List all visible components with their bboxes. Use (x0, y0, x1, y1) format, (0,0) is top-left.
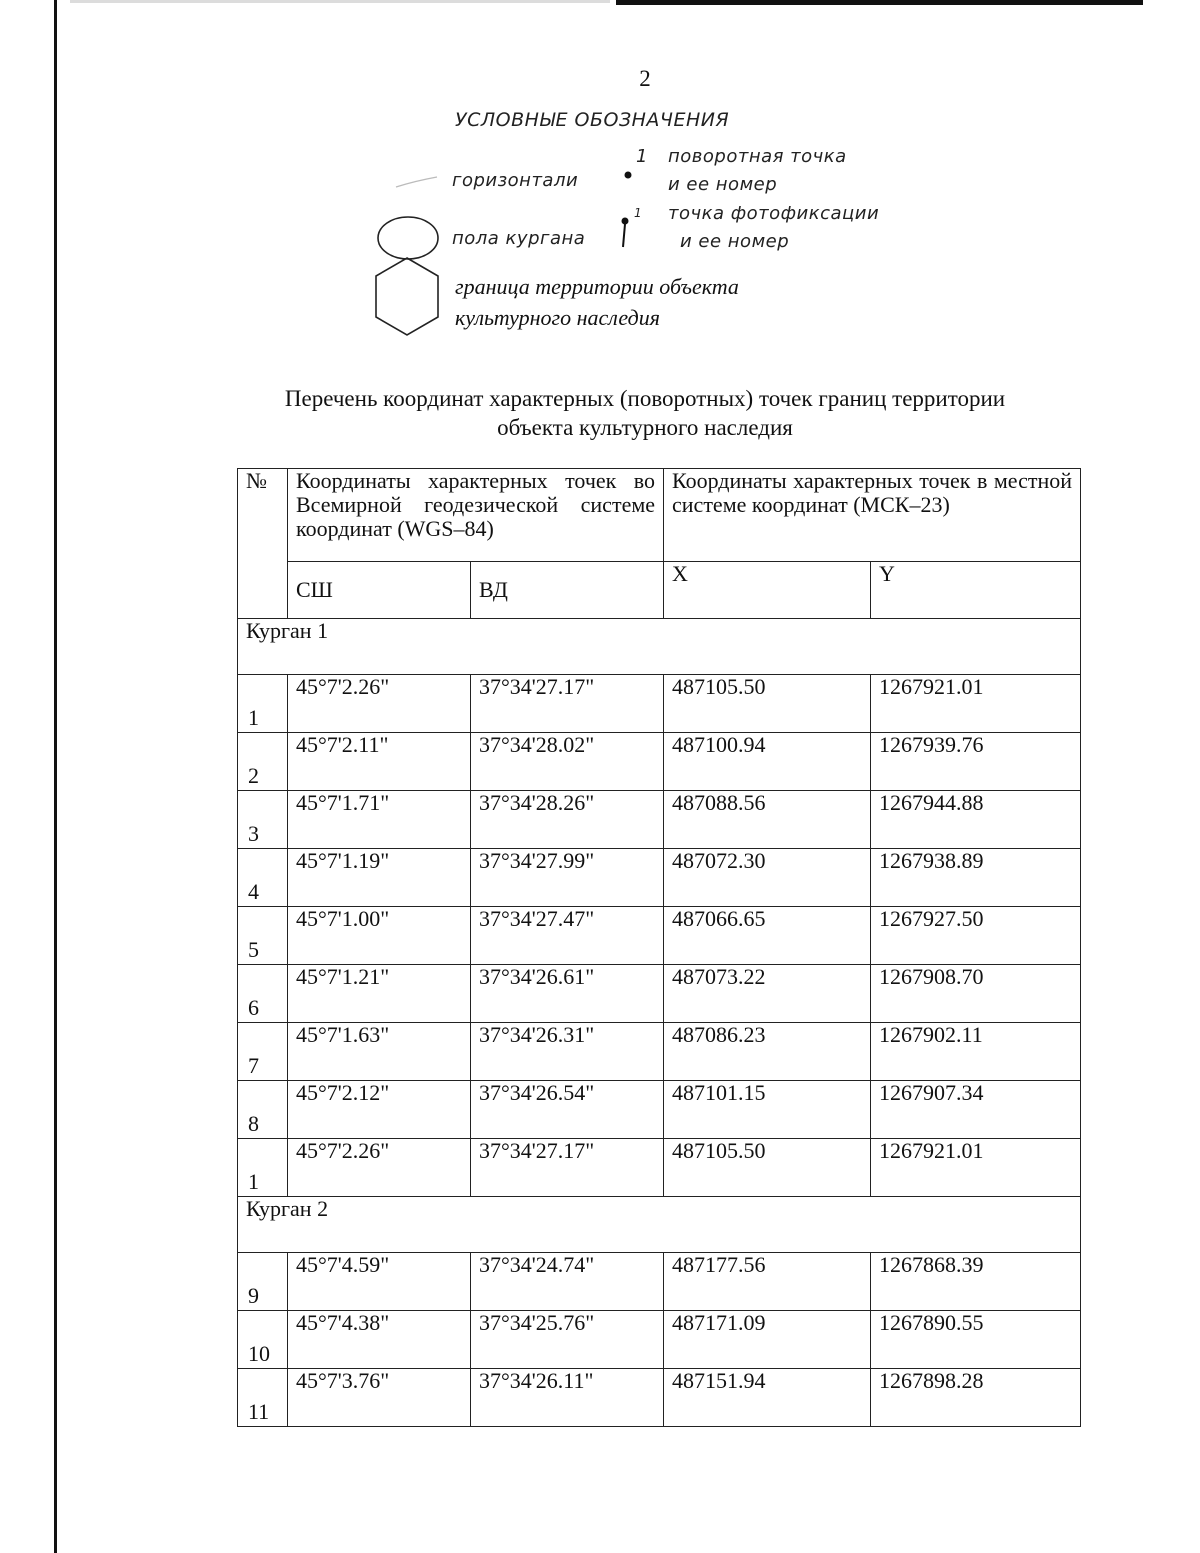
photo-point-dot-symbol (622, 218, 629, 225)
table-row (238, 733, 1081, 791)
table-row (238, 791, 1081, 849)
cell-longitude: 37°34'27.99" (471, 849, 664, 907)
cell-longitude: 37°34'27.47" (471, 907, 664, 965)
coordinates-table (237, 468, 1081, 1427)
page-number: 2 (639, 66, 651, 91)
legend-graphics (0, 0, 1200, 400)
photo-point-arrow-symbol (623, 224, 625, 247)
legend-photo-point-label-1: точка фотофиксации (668, 203, 880, 224)
cell-y: 1267921.01 (871, 675, 1081, 733)
cell-y: 1267927.50 (871, 907, 1081, 965)
cell-y: 1267908.70 (871, 965, 1081, 1023)
document-title-line-1: Перечень координат характерных (поворотных) точек границ территории (284, 386, 1006, 411)
boundary-hexagon-symbol (376, 258, 438, 335)
cell-longitude: 37°34'26.54" (471, 1081, 664, 1139)
table-row (238, 1311, 1081, 1369)
cell-number: 6 (238, 965, 288, 1023)
table-row (238, 1081, 1081, 1139)
cell-y: 1267939.76 (871, 733, 1081, 791)
cell-latitude: 45°7'1.00" (288, 907, 471, 965)
contour-line-symbol (396, 177, 437, 187)
cell-latitude: 45°7'4.59" (288, 1253, 471, 1311)
cell-y: 1267907.34 (871, 1081, 1081, 1139)
table-row (238, 965, 1081, 1023)
header-y: Y (871, 562, 1081, 619)
cell-y: 1267890.55 (871, 1311, 1081, 1369)
section-label: Курган 2 (238, 1197, 1081, 1253)
table-row (238, 675, 1081, 733)
cell-latitude: 45°7'1.19" (288, 849, 471, 907)
cell-longitude: 37°34'28.26" (471, 791, 664, 849)
cell-number: 1 (238, 1139, 288, 1197)
document-title (200, 384, 1090, 442)
cell-longitude: 37°34'28.02" (471, 733, 664, 791)
cell-x: 487086.23 (664, 1023, 871, 1081)
legend-mound-label: пола кургана (452, 228, 586, 249)
cell-x: 487088.56 (664, 791, 871, 849)
legend-boundary-label-2: культурного наследия (455, 305, 660, 330)
cell-x: 487177.56 (664, 1253, 871, 1311)
cell-y: 1267898.28 (871, 1369, 1081, 1427)
cell-x: 487072.30 (664, 849, 871, 907)
cell-longitude: 37°34'26.31" (471, 1023, 664, 1081)
cell-number: 8 (238, 1081, 288, 1139)
cell-x: 487105.50 (664, 675, 871, 733)
cell-latitude: 45°7'2.11" (288, 733, 471, 791)
header-wgs84: Координаты характерных точек во Всемирной геодезической системе координат (WGS–84) (288, 469, 664, 562)
cell-longitude: 37°34'26.11" (471, 1369, 664, 1427)
turn-point-dot-symbol (625, 172, 632, 179)
cell-y: 1267944.88 (871, 791, 1081, 849)
legend-title: УСЛОВНЫЕ ОБОЗНАЧЕНИЯ (455, 109, 730, 131)
table-header-row (238, 469, 1081, 562)
cell-latitude: 45°7'1.71" (288, 791, 471, 849)
document-title-line-2: объекта культурного наследия (497, 415, 793, 440)
cell-y: 1267902.11 (871, 1023, 1081, 1081)
cell-x: 487171.09 (664, 1311, 871, 1369)
legend-boundary-label-1: граница территории объекта (455, 274, 739, 299)
table-subheader-row (238, 562, 1081, 619)
legend-turn-point-label-2: и ее номер (668, 174, 778, 195)
cell-longitude: 37°34'27.17" (471, 675, 664, 733)
cell-longitude: 37°34'26.61" (471, 965, 664, 1023)
header-number: № (238, 469, 288, 619)
cell-number: 9 (238, 1253, 288, 1311)
cell-number: 2 (238, 733, 288, 791)
cell-x: 487073.22 (664, 965, 871, 1023)
table-row (238, 1253, 1081, 1311)
cell-latitude: 45°7'1.21" (288, 965, 471, 1023)
table-row (238, 907, 1081, 965)
header-msk23: Координаты характерных точек в местной системе координат (МСК–23) (664, 469, 1081, 562)
cell-number: 11 (238, 1369, 288, 1427)
cell-x: 487105.50 (664, 1139, 871, 1197)
table-row (238, 1139, 1081, 1197)
section-row-kurgan-2 (238, 1197, 1081, 1253)
table-row (238, 849, 1081, 907)
legend-turn-point-label-1: поворотная точка (668, 146, 847, 167)
cell-longitude: 37°34'25.76" (471, 1311, 664, 1369)
cell-number: 7 (238, 1023, 288, 1081)
cell-number: 5 (238, 907, 288, 965)
cell-latitude: 45°7'2.26" (288, 1139, 471, 1197)
cell-number: 3 (238, 791, 288, 849)
cell-y: 1267938.89 (871, 849, 1081, 907)
cell-latitude: 45°7'4.38" (288, 1311, 471, 1369)
cell-number: 1 (238, 675, 288, 733)
cell-y: 1267921.01 (871, 1139, 1081, 1197)
cell-longitude: 37°34'24.74" (471, 1253, 664, 1311)
section-row-kurgan-1 (238, 619, 1081, 675)
cell-latitude: 45°7'1.63" (288, 1023, 471, 1081)
cell-y: 1267868.39 (871, 1253, 1081, 1311)
table-row (238, 1369, 1081, 1427)
cell-number: 10 (238, 1311, 288, 1369)
legend-photo-point-label-2: и ее номер (680, 231, 790, 252)
legend-photo-point-number: 1 (634, 206, 643, 220)
cell-latitude: 45°7'2.12" (288, 1081, 471, 1139)
cell-latitude: 45°7'2.26" (288, 675, 471, 733)
header-x: X (664, 562, 871, 619)
cell-number: 4 (238, 849, 288, 907)
cell-x: 487066.65 (664, 907, 871, 965)
header-longitude: ВД (471, 562, 664, 619)
table-row (238, 1023, 1081, 1081)
header-latitude: СШ (288, 562, 471, 619)
cell-x: 487100.94 (664, 733, 871, 791)
cell-longitude: 37°34'27.17" (471, 1139, 664, 1197)
cell-x: 487151.94 (664, 1369, 871, 1427)
section-label: Курган 1 (238, 619, 1081, 675)
legend-contours-label: горизонтали (452, 170, 579, 191)
cell-latitude: 45°7'3.76" (288, 1369, 471, 1427)
mound-ellipse-symbol (378, 217, 438, 259)
cell-x: 487101.15 (664, 1081, 871, 1139)
legend-turn-point-number: 1 (636, 146, 648, 167)
